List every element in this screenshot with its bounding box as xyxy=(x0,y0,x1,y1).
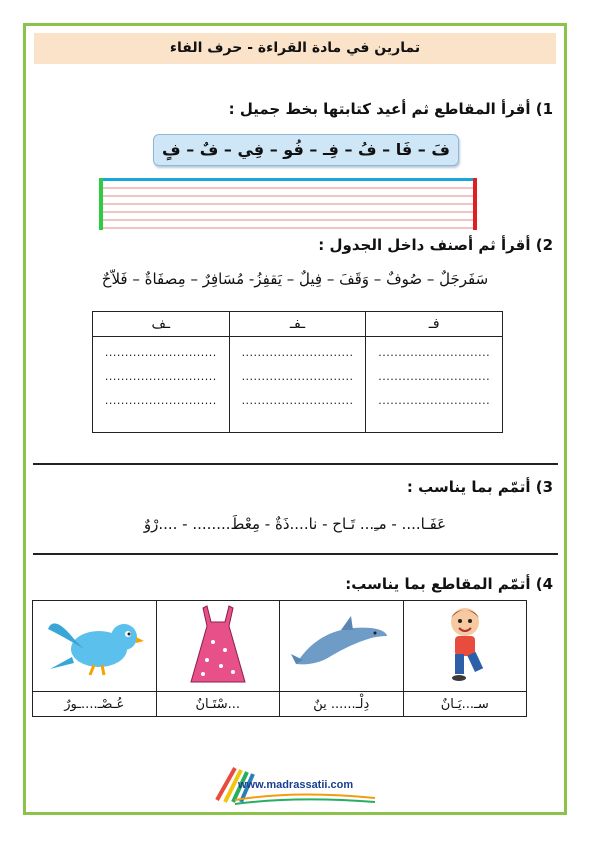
syllable-label: سـ...يَـانٌ xyxy=(403,692,527,717)
column-header-initial: فـ xyxy=(366,312,503,337)
dotted-line: ............................ xyxy=(241,346,354,359)
exercise-2-heading: 2) أقرأ ثم أصنف داخل الجدول : xyxy=(318,236,553,254)
syllable-label: ...سْتَـانٌ xyxy=(156,692,280,717)
dotted-line: ............................ xyxy=(241,370,354,383)
picture-table xyxy=(32,600,527,717)
dotted-line: ............................ xyxy=(378,346,491,359)
column-header-medial: ـفـ xyxy=(229,312,366,337)
page-title: تمارين في مادة القراءة - حرف الفاء xyxy=(34,33,556,64)
fill-in-items: عَفَـا.... - مـِ... تَـاح - نا....ذَةٌ - مِعْطَ........ - ....رْوٌ xyxy=(143,515,447,533)
section-divider xyxy=(33,463,558,465)
exercise-3-heading: 3) أتمّم بما يناسب : xyxy=(406,478,553,496)
picture-cell xyxy=(403,601,527,692)
dotted-line: ............................ xyxy=(104,370,217,383)
answer-cell[interactable] xyxy=(229,337,366,433)
sorting-table xyxy=(92,311,503,433)
picture-cell xyxy=(280,601,404,692)
picture-cell xyxy=(156,601,280,692)
answer-cell[interactable] xyxy=(366,337,503,433)
dress-icon xyxy=(183,602,253,686)
bird-icon xyxy=(44,609,144,679)
syllable-label: عُـصْـ....ـورٌ xyxy=(33,692,157,717)
answer-cell[interactable] xyxy=(93,337,230,433)
site-url: www.madrassatii.com xyxy=(238,779,354,791)
handwriting-lines xyxy=(99,178,477,230)
dotted-line: ............................ xyxy=(378,394,491,407)
picture-cell xyxy=(33,601,157,692)
dotted-line: ............................ xyxy=(241,394,354,407)
syllables-box: فَ – فَا – فُ – فِـ – فُو – فِي – فٌ – فٍ xyxy=(153,134,459,166)
boy-running-icon xyxy=(435,604,495,684)
exercise-4-heading: 4) أتمّم المقاطع بما يناسب: xyxy=(345,575,553,593)
column-header-final: ـف xyxy=(93,312,230,337)
section-divider xyxy=(33,553,558,555)
dotted-line: ............................ xyxy=(104,394,217,407)
syllable-label: دِلْـ...... ينٌ xyxy=(280,692,404,717)
dotted-line: ............................ xyxy=(104,346,217,359)
word-list: سَفَرجَلٌ – صُوفٌ – وَقَفَ – فِيلٌ – يَقفِزُ- مُسَافِرٌ – مِصفَاةٌ – فَلاّحٌ xyxy=(101,270,489,288)
exercise-1-heading: 1) أقرأ المقاطع ثم أعيد كتابتها بخط جميل : xyxy=(228,100,553,118)
dolphin-icon xyxy=(291,614,391,674)
dotted-line: ............................ xyxy=(378,370,491,383)
